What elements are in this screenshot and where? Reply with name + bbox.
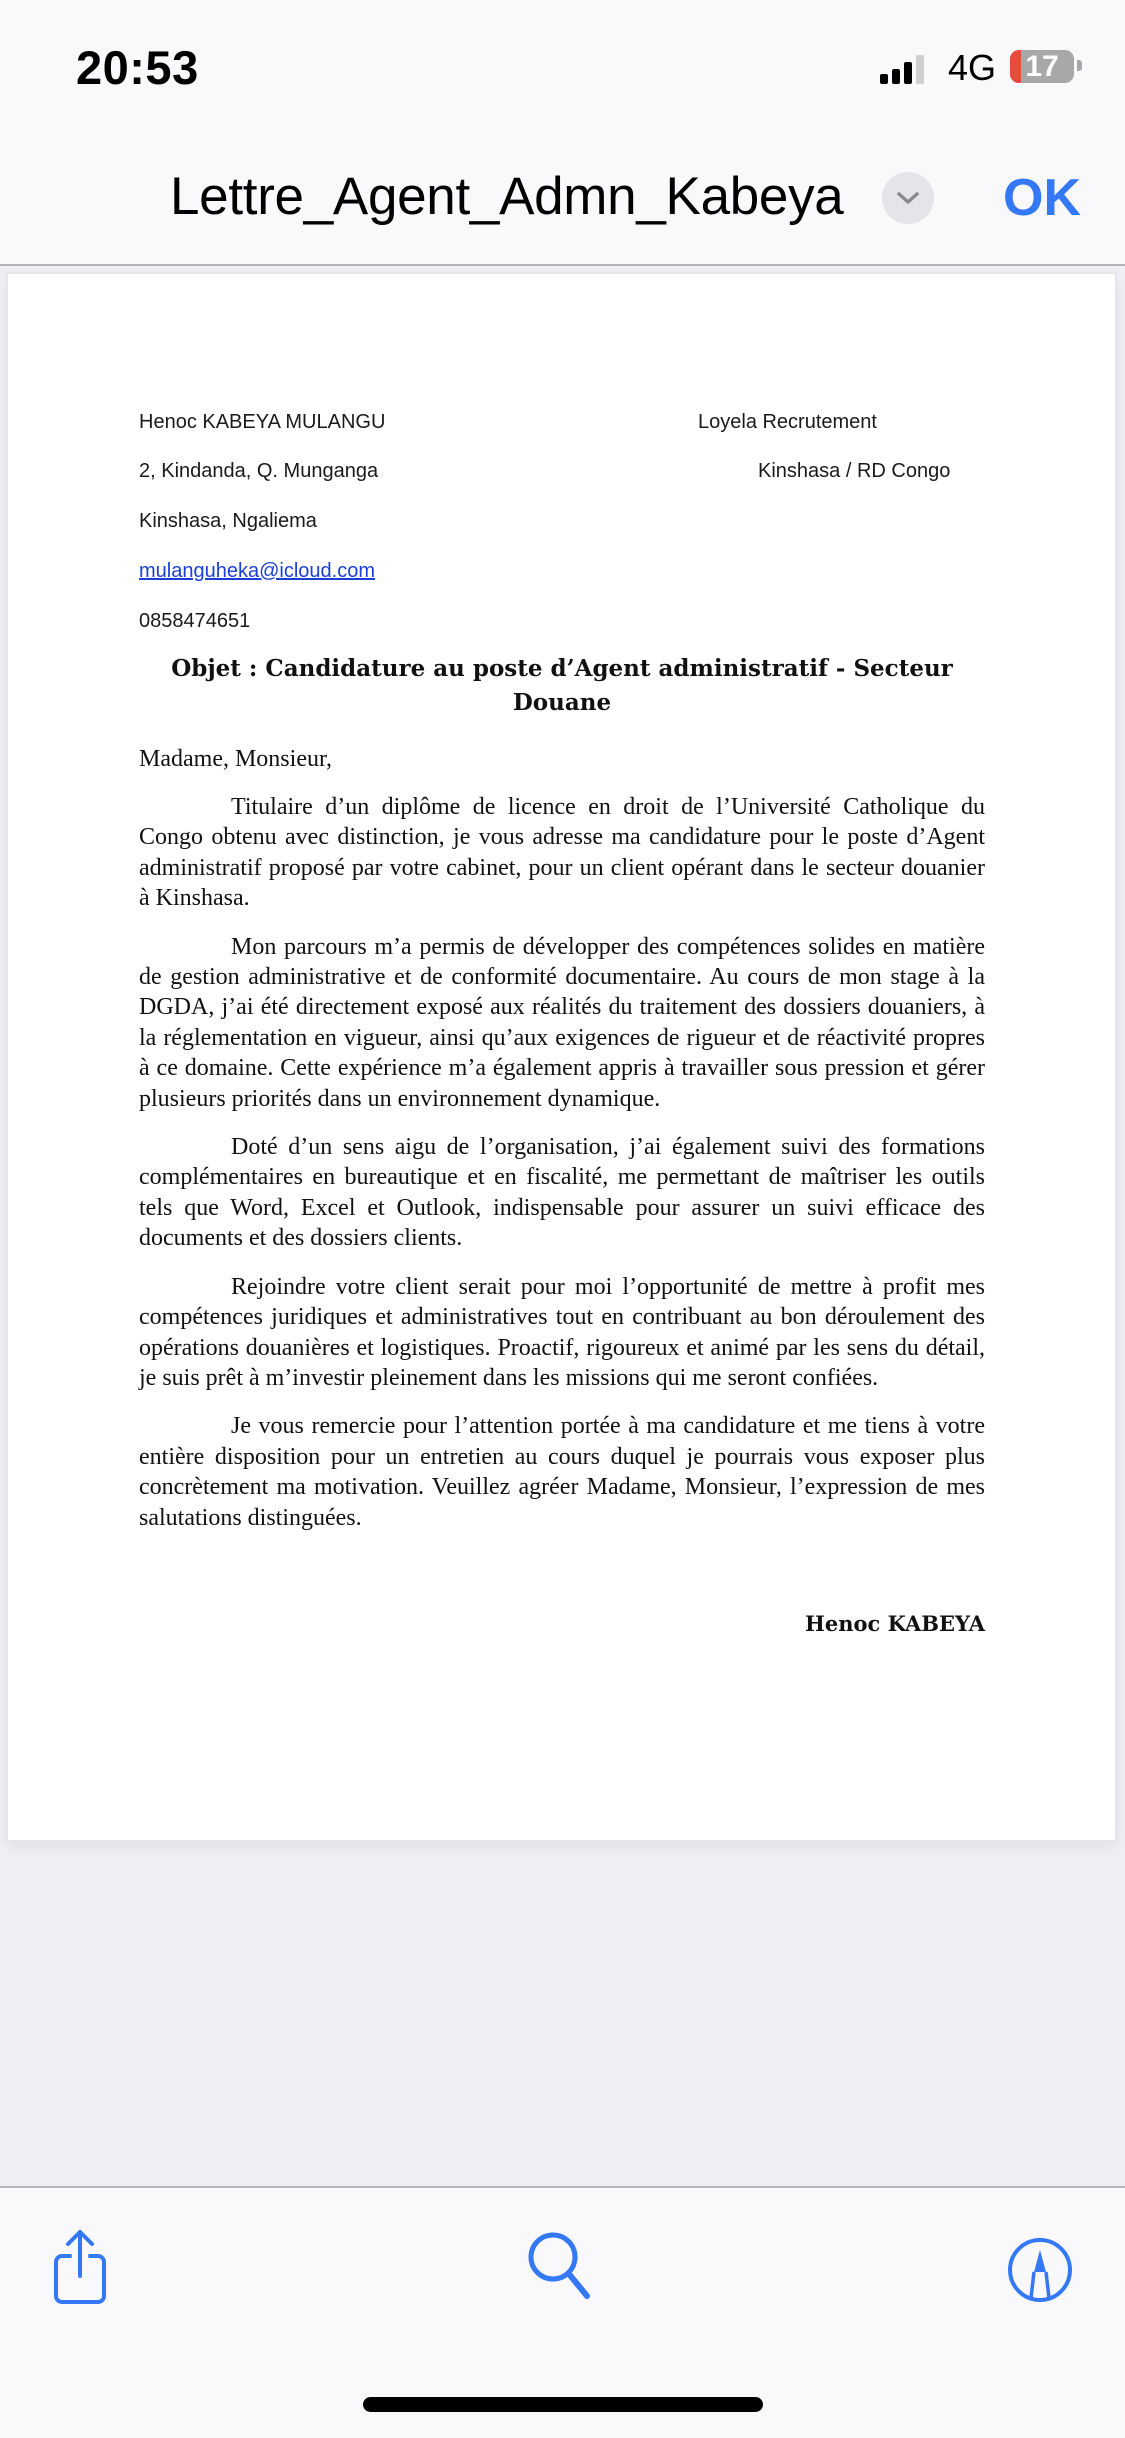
title-menu-button[interactable] <box>882 172 934 224</box>
document-page[interactable] <box>8 274 1115 1840</box>
sender-address-line2: Kinshasa, Ngaliema <box>139 510 317 532</box>
chevron-down-icon <box>896 188 920 208</box>
cellular-signal-icon <box>880 48 930 88</box>
sender-email-wrap <box>139 559 375 583</box>
body-paragraph: Mon parcours m’a permis de développer des compétences solides en matière de gestion administrative et de conformité documentaire. Au cours de mon stage à la DGDA, j’ai été directement exposé aux réalités du traitement des dossiers douaniers, à la réglementation en vigueur, ainsi qu’aux exigences de rigueur et de réactivité propres à ce domaine. Cette expérience m’a également appris à travailler sous pression et gérer plusieurs priorités dans un environnement dynamique. <box>139 933 985 1112</box>
share-button[interactable] <box>48 2226 118 2306</box>
top-bar <box>0 0 1125 266</box>
letter-body <box>139 792 985 1551</box>
recipient-location: Kinshasa / RD Congo <box>758 460 951 482</box>
network-type: 4G <box>948 47 997 88</box>
letter-salutation: Madame, Monsieur, <box>139 746 332 772</box>
sender-phone: 0858474651 <box>139 610 251 632</box>
sender-address-line1: 2, Kindanda, Q. Munganga <box>139 460 379 482</box>
home-indicator[interactable] <box>363 2397 763 2412</box>
sender-name: Henoc KABEYA MULANGU <box>139 411 386 433</box>
battery-level: 17 <box>1025 50 1059 83</box>
battery-tip <box>1077 60 1082 71</box>
document-title[interactable]: Lettre_Agent_Admn_Kabeya <box>170 167 844 226</box>
recipient-name: Loyela Recrutement <box>698 411 877 433</box>
body-paragraph: Rejoindre votre client serait pour moi l’opportunité de mettre à profit mes compétences juridiques et administratives tout en contribuant au bon déroulement des opérations douanières et logistiques. Proactif, rigoureux et animé par les sens du détail, je suis prêt à m’investir pleinement dans les missions qui me seront confiées. <box>139 1273 985 1391</box>
search-button[interactable] <box>524 2228 594 2304</box>
status-time: 20:53 <box>76 41 199 94</box>
search-icon <box>524 2228 594 2304</box>
markup-button[interactable] <box>1006 2236 1074 2304</box>
letter-signature: Henoc KABEYA <box>805 1611 985 1636</box>
body-paragraph: Titulaire d’un diplôme de licence en droit de l’Université Catholique du Congo obtenu avec distinction, je vous adresse ma candidature pour le poste d’Agent administratif proposé par votre cabinet, pour un client opérant dans le secteur douanier à Kinshasa. <box>139 794 985 912</box>
share-icon <box>48 2226 118 2306</box>
sender-email-link[interactable]: mulanguheka@icloud.com <box>139 560 375 582</box>
done-button[interactable]: OK <box>1003 169 1081 227</box>
battery-icon <box>1010 50 1074 83</box>
letter-subject: Objet : Candidature au poste d’Agent administratif - Secteur Douane <box>171 655 953 716</box>
body-paragraph: Je vous remercie pour l’attention portée à ma candidature et me tiens à votre entière disposition pour un entretien au cours duquel je pourrais vous exposer plus concrètement ma motivation. Veuillez agréer Madame, Monsieur, l’expression de mes salutations distinguées. <box>139 1413 985 1531</box>
body-paragraph: Doté d’un sens aigu de l’organisation, j’ai également suivi des formations complémentaires en bureautique et en fiscalité, me permettant de maîtriser les outils tels que Word, Excel et Outlook, indispensable pour assurer un suivi efficace des documents et des dossiers clients. <box>139 1134 985 1252</box>
markup-icon <box>1006 2236 1074 2304</box>
